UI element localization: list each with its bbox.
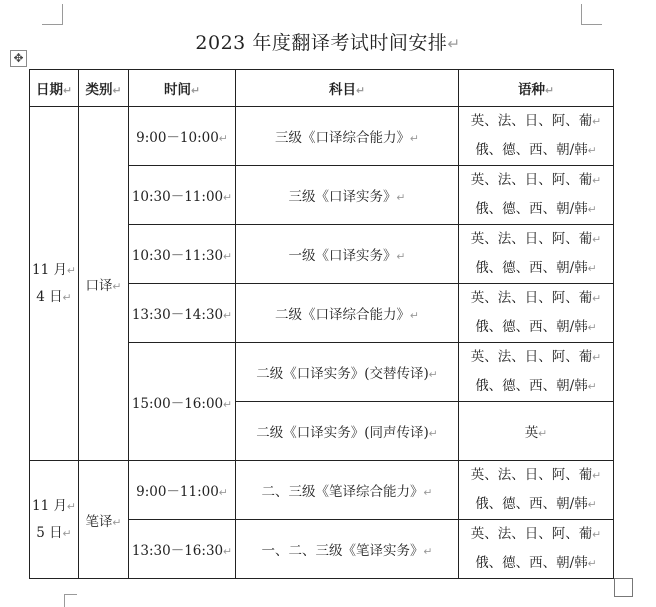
subject-cell: 一级《口译实务》↵ <box>236 225 459 284</box>
languages-cell: 英、法、日、阿、葡↵ 俄、德、西、朝/韩↵ <box>459 343 614 402</box>
subject-cell: 三级《口译综合能力》↵ <box>236 107 459 166</box>
document-title: 2023 年度翻译考试时间安排 <box>195 32 448 54</box>
category-cell-translation: 笔译↵ <box>79 461 129 579</box>
time-cell: 10:30－11:30↵ <box>129 225 236 284</box>
date-cell-nov5: 11 月↵ 5 日↵ <box>30 461 79 579</box>
document-title-line <box>0 28 656 55</box>
time-cell: 9:00－11:00↵ <box>129 461 236 520</box>
time-cell: 9:00－10:00↵ <box>129 107 236 166</box>
subject-cell: 一、二、三级《笔译实务》↵ <box>236 520 459 579</box>
header-time: 时间↵ <box>129 70 236 107</box>
subject-cell: 三级《口译实务》↵ <box>236 166 459 225</box>
subject-cell: 二、三级《笔译综合能力》↵ <box>236 461 459 520</box>
header-row <box>30 70 614 107</box>
page-corner-top-left <box>42 4 63 25</box>
table-resize-handle[interactable] <box>614 578 633 597</box>
table-move-handle-icon[interactable]: ✥ <box>10 50 27 67</box>
time-cell: 13:30－16:30↵ <box>129 520 236 579</box>
exam-schedule-table <box>29 69 614 579</box>
time-cell: 13:30－14:30↵ <box>129 284 236 343</box>
languages-cell: 英、法、日、阿、葡↵ 俄、德、西、朝/韩↵ <box>459 225 614 284</box>
category-cell-interpretation: 口译↵ <box>79 107 129 461</box>
languages-cell: 英↵ <box>459 402 614 461</box>
page-corner-top-right <box>581 4 602 25</box>
header-date: 日期↵ <box>30 70 79 107</box>
time-cell: 10:30－11:00↵ <box>129 166 236 225</box>
header-languages: 语种↵ <box>459 70 614 107</box>
paragraph-mark-icon: ↵ <box>447 35 461 53</box>
subject-cell: 二级《口译实务》(同声传译)↵ <box>236 402 459 461</box>
table-row <box>30 461 614 520</box>
header-category: 类别↵ <box>79 70 129 107</box>
subject-cell: 二级《口译综合能力》↵ <box>236 284 459 343</box>
languages-cell: 英、法、日、阿、葡↵ 俄、德、西、朝/韩↵ <box>459 284 614 343</box>
languages-cell: 英、法、日、阿、葡↵ 俄、德、西、朝/韩↵ <box>459 166 614 225</box>
time-cell: 15:00－16:00↵ <box>129 343 236 461</box>
languages-cell: 英、法、日、阿、葡↵ 俄、德、西、朝/韩↵ <box>459 107 614 166</box>
table-row <box>30 107 614 166</box>
languages-cell: 英、法、日、阿、葡↵ 俄、德、西、朝/韩↵ <box>459 520 614 579</box>
date-cell-nov4: 11 月↵ 4 日↵ <box>30 107 79 461</box>
subject-cell: 二级《口译实务》(交替传译)↵ <box>236 343 459 402</box>
header-subject: 科目↵ <box>236 70 459 107</box>
languages-cell: 英、法、日、阿、葡↵ 俄、德、西、朝/韩↵ <box>459 461 614 520</box>
page-corner-bottom-left <box>64 594 77 607</box>
